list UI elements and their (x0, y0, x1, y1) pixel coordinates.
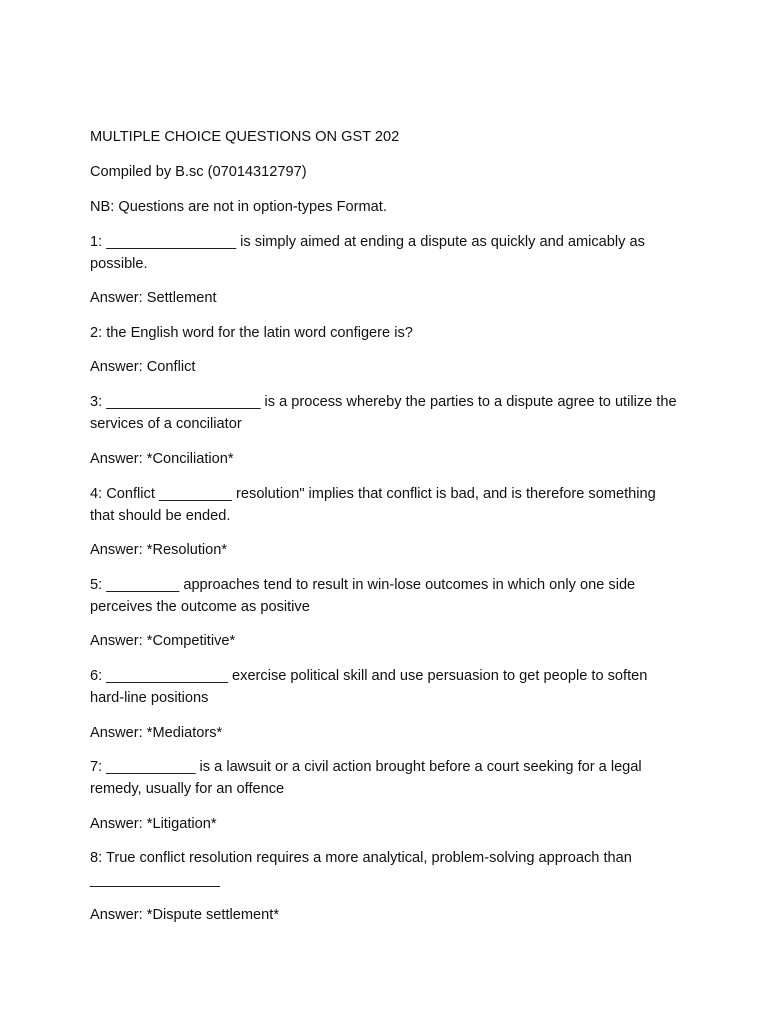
nb-label: NB (90, 199, 111, 215)
nb-note (90, 196, 690, 218)
answer-3: Answer: *Conciliation* (90, 451, 234, 467)
question-3-line-2: services of a conciliator (90, 416, 242, 432)
answer-1: Answer: Settlement (90, 290, 217, 306)
answer-4: Answer: *Resolution* (90, 542, 228, 558)
question-5-line-1: 5: _________ approaches tend to result in win-lose outcomes in which only one side (90, 577, 636, 593)
document-title: MULTIPLE CHOICE QUESTIONS ON GST 202 (90, 129, 400, 145)
answer-8: Answer: *Dispute settlement* (90, 907, 279, 923)
answer-5: Answer: *Competitive* (90, 633, 236, 649)
question-1-line-2: possible. (90, 256, 148, 272)
question-5-line-2: perceives the outcome as positive (90, 599, 310, 615)
compiled-by: Compiled by B.sc (07014312797) (90, 164, 307, 180)
question-7-line-2: remedy, usually for an offence (90, 781, 285, 797)
nb-text: : Questions are not in option-types Format. (110, 199, 387, 215)
question-6-line-1: 6: _______________ exercise political skill and use persuasion to get people to soften (90, 668, 648, 684)
question-7-line-1: 7: ___________ is a lawsuit or a civil action brought before a court seeking for a legal (90, 759, 642, 775)
answer-7: Answer: *Litigation* (90, 816, 217, 832)
question-3-line-1: 3: ___________________ is a process whereby the parties to a dispute agree to utilize the (90, 394, 677, 410)
answer-6: Answer: *Mediators* (90, 725, 223, 741)
question-4-line-2: that should be ended. (90, 508, 231, 524)
question-8-line-2: ________________ (90, 872, 220, 888)
question-4-line-1: 4: Conflict _________ resolution" implies that conflict is bad, and is therefore something (90, 486, 656, 502)
question-2-line-1: 2: the English word for the latin word configere is? (90, 325, 413, 341)
question-1-line-1: 1: ________________ is simply aimed at ending a dispute as quickly and amicably as (90, 234, 645, 250)
question-6-line-2: hard-line positions (90, 690, 209, 706)
answer-2: Answer: Conflict (90, 359, 196, 375)
question-8-line-1: 8: True conflict resolution requires a more analytical, problem-solving approach than (90, 850, 632, 866)
